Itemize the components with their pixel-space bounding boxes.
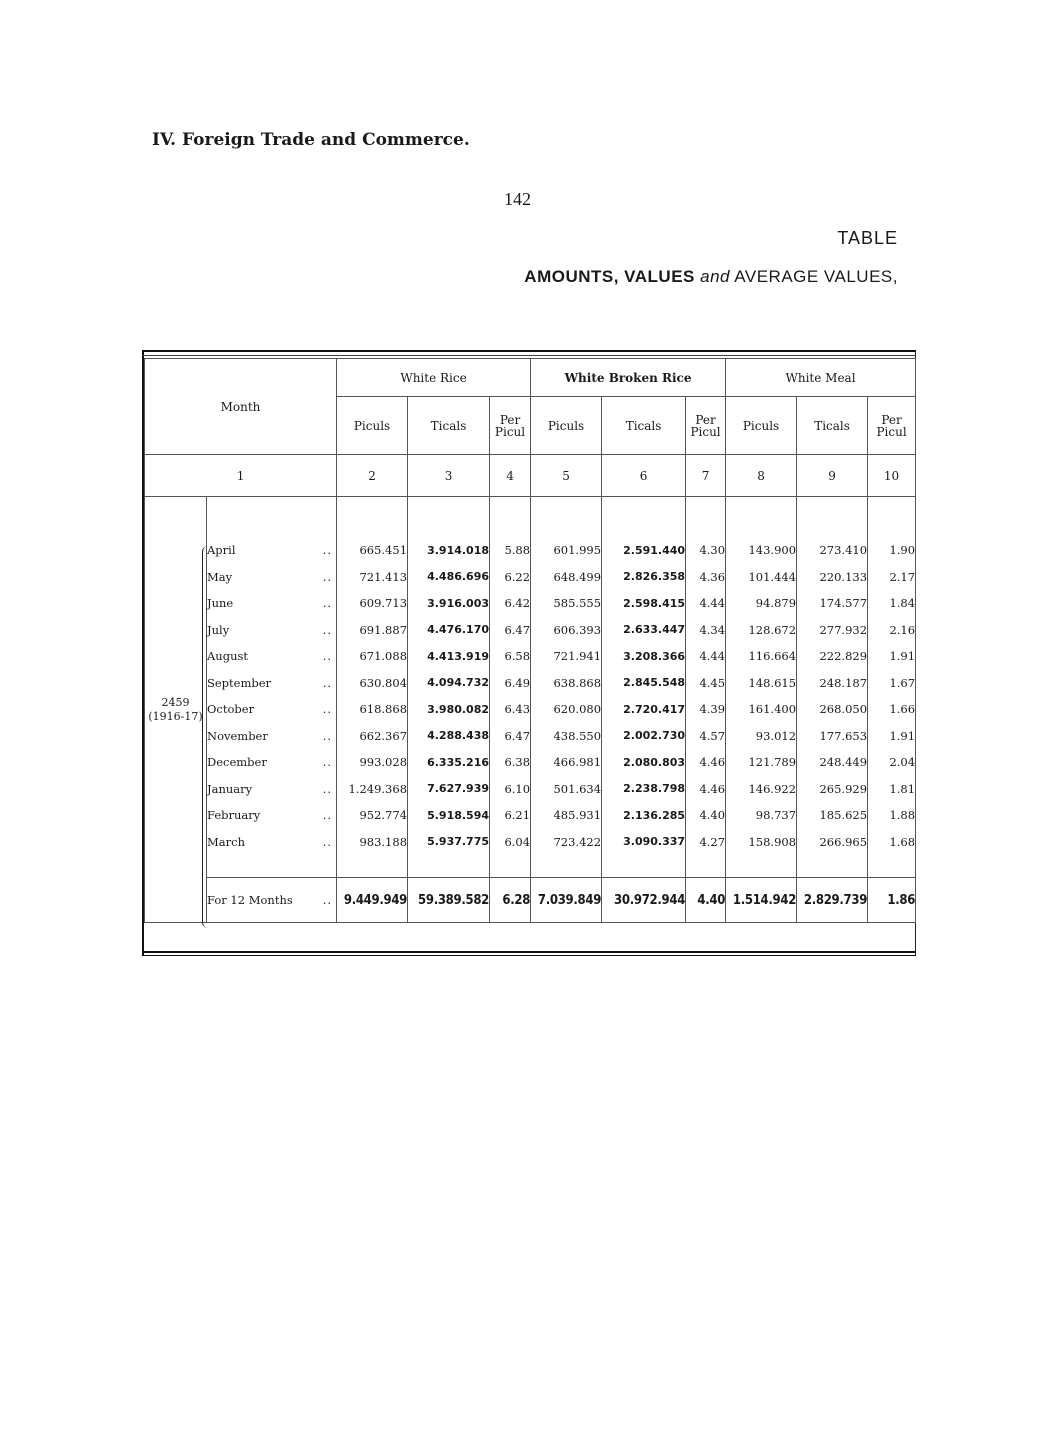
white-meal-per-picul: 1.66 <box>868 696 916 723</box>
white-rice-ticals: 5.937.775 <box>408 829 490 856</box>
month-cell: May .. <box>207 564 337 591</box>
white-meal-piculs: 148.615 <box>726 670 797 697</box>
white-meal-piculs: 93.012 <box>726 723 797 750</box>
white-rice-ticals: 4.413.919 <box>408 643 490 670</box>
white-rice-per-picul: 6.38 <box>490 749 531 776</box>
white-meal-ticals: 220.133 <box>797 564 868 591</box>
table-row <box>145 643 916 670</box>
table-row <box>145 802 916 829</box>
white-rice-piculs: 993.028 <box>337 749 408 776</box>
table-row <box>145 564 916 591</box>
white-rice-per-picul: 5.88 <box>490 537 531 564</box>
white-rice-per-picul: 6.42 <box>490 590 531 617</box>
white-meal-ticals: 277.932 <box>797 617 868 644</box>
broken-rice-per-picul: 4.46 <box>686 749 726 776</box>
group-header-white-rice: White Rice <box>337 359 531 397</box>
white-rice-piculs: 1.249.368 <box>337 776 408 803</box>
table-title <box>524 267 898 287</box>
total-broken-rice-per-picul: 4.40 <box>686 878 726 923</box>
white-rice-ticals: 3.914.018 <box>408 537 490 564</box>
sub-header-ticals: Ticals <box>408 397 490 455</box>
white-rice-ticals: 3.916.003 <box>408 590 490 617</box>
white-rice-ticals: 5.918.594 <box>408 802 490 829</box>
table-frame-bottom <box>142 951 916 956</box>
broken-rice-piculs: 648.499 <box>531 564 602 591</box>
month-name: July <box>207 622 230 637</box>
table-row <box>145 537 916 564</box>
month-cell: December .. <box>207 749 337 776</box>
column-number: 7 <box>686 455 726 497</box>
month-name: April <box>207 543 236 558</box>
white-rice-per-picul: 6.47 <box>490 723 531 750</box>
white-meal-piculs: 121.789 <box>726 749 797 776</box>
month-cell: November .. <box>207 723 337 750</box>
broken-rice-per-picul: 4.44 <box>686 590 726 617</box>
month-name: February <box>207 808 261 823</box>
white-rice-ticals: 3.980.082 <box>408 696 490 723</box>
total-white-meal-piculs: 1.514.942 <box>726 878 797 923</box>
white-meal-piculs: 116.664 <box>726 643 797 670</box>
table-row <box>145 617 916 644</box>
sub-header-per-picul: Per Picul <box>868 397 916 455</box>
broken-rice-ticals: 2.598.415 <box>602 590 686 617</box>
broken-rice-piculs: 485.931 <box>531 802 602 829</box>
broken-rice-piculs: 721.941 <box>531 643 602 670</box>
month-name: November <box>207 728 268 743</box>
month-cell: October .. <box>207 696 337 723</box>
total-white-rice-ticals: 59.389.582 <box>408 878 490 923</box>
month-header: Month <box>145 359 337 455</box>
white-rice-per-picul: 6.49 <box>490 670 531 697</box>
column-number: 8 <box>726 455 797 497</box>
broken-rice-per-picul: 4.34 <box>686 617 726 644</box>
white-meal-piculs: 143.900 <box>726 537 797 564</box>
table-title-part1: AMOUNTS, VALUES <box>524 267 695 286</box>
white-meal-ticals: 266.965 <box>797 829 868 856</box>
white-meal-per-picul: 1.67 <box>868 670 916 697</box>
broken-rice-piculs: 585.555 <box>531 590 602 617</box>
column-number: 1 <box>145 455 337 497</box>
white-meal-ticals: 174.577 <box>797 590 868 617</box>
white-rice-per-picul: 6.47 <box>490 617 531 644</box>
total-white-meal-per-picul: 1.86 <box>868 878 916 923</box>
total-broken-rice-piculs: 7.039.849 <box>531 878 602 923</box>
white-meal-per-picul: 1.88 <box>868 802 916 829</box>
table-row <box>145 670 916 697</box>
white-rice-piculs: 662.367 <box>337 723 408 750</box>
broken-rice-ticals: 2.720.417 <box>602 696 686 723</box>
white-meal-piculs: 94.879 <box>726 590 797 617</box>
year-label: 2459 <box>161 695 190 709</box>
sub-header-per-picul: Per Picul <box>686 397 726 455</box>
white-meal-ticals: 248.187 <box>797 670 868 697</box>
month-name: August <box>207 649 249 664</box>
white-meal-ticals: 177.653 <box>797 723 868 750</box>
sub-header-piculs: Piculs <box>531 397 602 455</box>
broken-rice-piculs: 606.393 <box>531 617 602 644</box>
white-meal-ticals: 268.050 <box>797 696 868 723</box>
month-cell: September .. <box>207 670 337 697</box>
broken-rice-piculs: 601.995 <box>531 537 602 564</box>
white-meal-ticals: 265.929 <box>797 776 868 803</box>
broken-rice-per-picul: 4.40 <box>686 802 726 829</box>
broken-rice-ticals: 2.845.548 <box>602 670 686 697</box>
section-heading: IV. Foreign Trade and Commerce. <box>152 130 470 150</box>
table-row <box>145 696 916 723</box>
broken-rice-ticals: 2.080.803 <box>602 749 686 776</box>
month-name: January <box>207 781 253 796</box>
white-meal-per-picul: 1.91 <box>868 643 916 670</box>
white-rice-piculs: 983.188 <box>337 829 408 856</box>
table-row <box>145 590 916 617</box>
sub-header-ticals: Ticals <box>797 397 868 455</box>
white-meal-per-picul: 1.91 <box>868 723 916 750</box>
table-frame-inner-line <box>142 355 916 356</box>
white-rice-ticals: 7.627.939 <box>408 776 490 803</box>
broken-rice-per-picul: 4.45 <box>686 670 726 697</box>
total-row <box>145 878 916 923</box>
month-cell: June .. <box>207 590 337 617</box>
white-rice-piculs: 665.451 <box>337 537 408 564</box>
column-number-row <box>145 455 916 497</box>
broken-rice-per-picul: 4.46 <box>686 776 726 803</box>
month-cell: August .. <box>207 643 337 670</box>
total-broken-rice-ticals: 30.972.944 <box>602 878 686 923</box>
year-cell <box>145 497 207 923</box>
sub-header-ticals: Ticals <box>602 397 686 455</box>
white-rice-ticals: 4.288.438 <box>408 723 490 750</box>
white-rice-per-picul: 6.04 <box>490 829 531 856</box>
white-rice-per-picul: 6.10 <box>490 776 531 803</box>
broken-rice-ticals: 3.090.337 <box>602 829 686 856</box>
broken-rice-ticals: 2.633.447 <box>602 617 686 644</box>
white-meal-piculs: 128.672 <box>726 617 797 644</box>
month-cell: July .. <box>207 617 337 644</box>
broken-rice-piculs: 501.634 <box>531 776 602 803</box>
table-body <box>145 497 916 923</box>
column-number: 2 <box>337 455 408 497</box>
month-cell: February .. <box>207 802 337 829</box>
total-label-cell: For 12 Months .. <box>207 878 337 923</box>
white-rice-ticals: 4.486.696 <box>408 564 490 591</box>
total-white-rice-per-picul: 6.28 <box>490 878 531 923</box>
white-rice-piculs: 952.774 <box>337 802 408 829</box>
total-white-meal-ticals: 2.829.739 <box>797 878 868 923</box>
broken-rice-piculs: 466.981 <box>531 749 602 776</box>
white-rice-piculs: 691.887 <box>337 617 408 644</box>
month-name: May <box>207 569 233 584</box>
white-meal-piculs: 158.908 <box>726 829 797 856</box>
group-header-white-broken-rice: White Broken Rice <box>531 359 726 397</box>
white-rice-ticals: 6.335.216 <box>408 749 490 776</box>
broken-rice-ticals: 3.208.366 <box>602 643 686 670</box>
broken-rice-piculs: 638.868 <box>531 670 602 697</box>
total-label: For 12 Months <box>207 893 293 907</box>
year-sub-label: (1916-17) <box>148 709 203 723</box>
white-meal-ticals: 273.410 <box>797 537 868 564</box>
column-number: 6 <box>602 455 686 497</box>
white-meal-ticals: 185.625 <box>797 802 868 829</box>
month-name: December <box>207 755 267 770</box>
white-rice-piculs: 671.088 <box>337 643 408 670</box>
table-row <box>145 749 916 776</box>
table-row <box>145 776 916 803</box>
broken-rice-piculs: 620.080 <box>531 696 602 723</box>
column-number: 9 <box>797 455 868 497</box>
column-number: 4 <box>490 455 531 497</box>
month-cell: April .. <box>207 537 337 564</box>
column-number: 10 <box>868 455 916 497</box>
white-rice-per-picul: 6.58 <box>490 643 531 670</box>
broken-rice-per-picul: 4.27 <box>686 829 726 856</box>
broken-rice-per-picul: 4.36 <box>686 564 726 591</box>
white-rice-piculs: 609.713 <box>337 590 408 617</box>
white-meal-piculs: 146.922 <box>726 776 797 803</box>
group-header-white-meal: White Meal <box>726 359 916 397</box>
white-meal-piculs: 98.737 <box>726 802 797 829</box>
month-name: June <box>207 596 234 611</box>
column-number: 3 <box>408 455 490 497</box>
month-name: October <box>207 702 255 717</box>
month-name: September <box>207 675 272 690</box>
sub-header-piculs: Piculs <box>726 397 797 455</box>
broken-rice-piculs: 723.422 <box>531 829 602 856</box>
trade-table <box>144 358 916 923</box>
month-cell: March .. <box>207 829 337 856</box>
white-rice-piculs: 721.413 <box>337 564 408 591</box>
broken-rice-ticals: 2.238.798 <box>602 776 686 803</box>
spacer-row <box>145 855 916 878</box>
broken-rice-per-picul: 4.44 <box>686 643 726 670</box>
table-row <box>145 829 916 856</box>
white-meal-per-picul: 1.68 <box>868 829 916 856</box>
broken-rice-piculs: 438.550 <box>531 723 602 750</box>
white-rice-piculs: 618.868 <box>337 696 408 723</box>
white-meal-per-picul: 2.17 <box>868 564 916 591</box>
broken-rice-per-picul: 4.30 <box>686 537 726 564</box>
white-meal-ticals: 248.449 <box>797 749 868 776</box>
white-meal-per-picul: 1.81 <box>868 776 916 803</box>
sub-header-piculs: Piculs <box>337 397 408 455</box>
page-number: 142 <box>504 189 531 209</box>
white-rice-per-picul: 6.22 <box>490 564 531 591</box>
white-meal-per-picul: 2.16 <box>868 617 916 644</box>
broken-rice-per-picul: 4.57 <box>686 723 726 750</box>
broken-rice-ticals: 2.002.730 <box>602 723 686 750</box>
table-title-part3: AVERAGE VALUES, <box>734 267 898 286</box>
white-meal-piculs: 101.444 <box>726 564 797 591</box>
sub-header-per-picul: Per Picul <box>490 397 531 455</box>
white-meal-per-picul: 1.90 <box>868 537 916 564</box>
broken-rice-ticals: 2.591.440 <box>602 537 686 564</box>
white-rice-per-picul: 6.43 <box>490 696 531 723</box>
column-number: 5 <box>531 455 602 497</box>
white-meal-ticals: 222.829 <box>797 643 868 670</box>
header-group-row <box>145 359 916 397</box>
broken-rice-ticals: 2.826.358 <box>602 564 686 591</box>
broken-rice-ticals: 2.136.285 <box>602 802 686 829</box>
white-rice-per-picul: 6.21 <box>490 802 531 829</box>
broken-rice-per-picul: 4.39 <box>686 696 726 723</box>
white-meal-per-picul: 2.04 <box>868 749 916 776</box>
gap-row <box>145 497 916 538</box>
total-white-rice-piculs: 9.449.949 <box>337 878 408 923</box>
month-name: March <box>207 834 245 849</box>
white-rice-ticals: 4.094.732 <box>408 670 490 697</box>
white-meal-piculs: 161.400 <box>726 696 797 723</box>
white-meal-per-picul: 1.84 <box>868 590 916 617</box>
year-brace <box>202 546 211 928</box>
white-rice-ticals: 4.476.170 <box>408 617 490 644</box>
month-cell: January .. <box>207 776 337 803</box>
table-label: TABLE <box>837 228 898 248</box>
white-rice-piculs: 630.804 <box>337 670 408 697</box>
table-title-part2: and <box>700 267 730 286</box>
table-row <box>145 723 916 750</box>
